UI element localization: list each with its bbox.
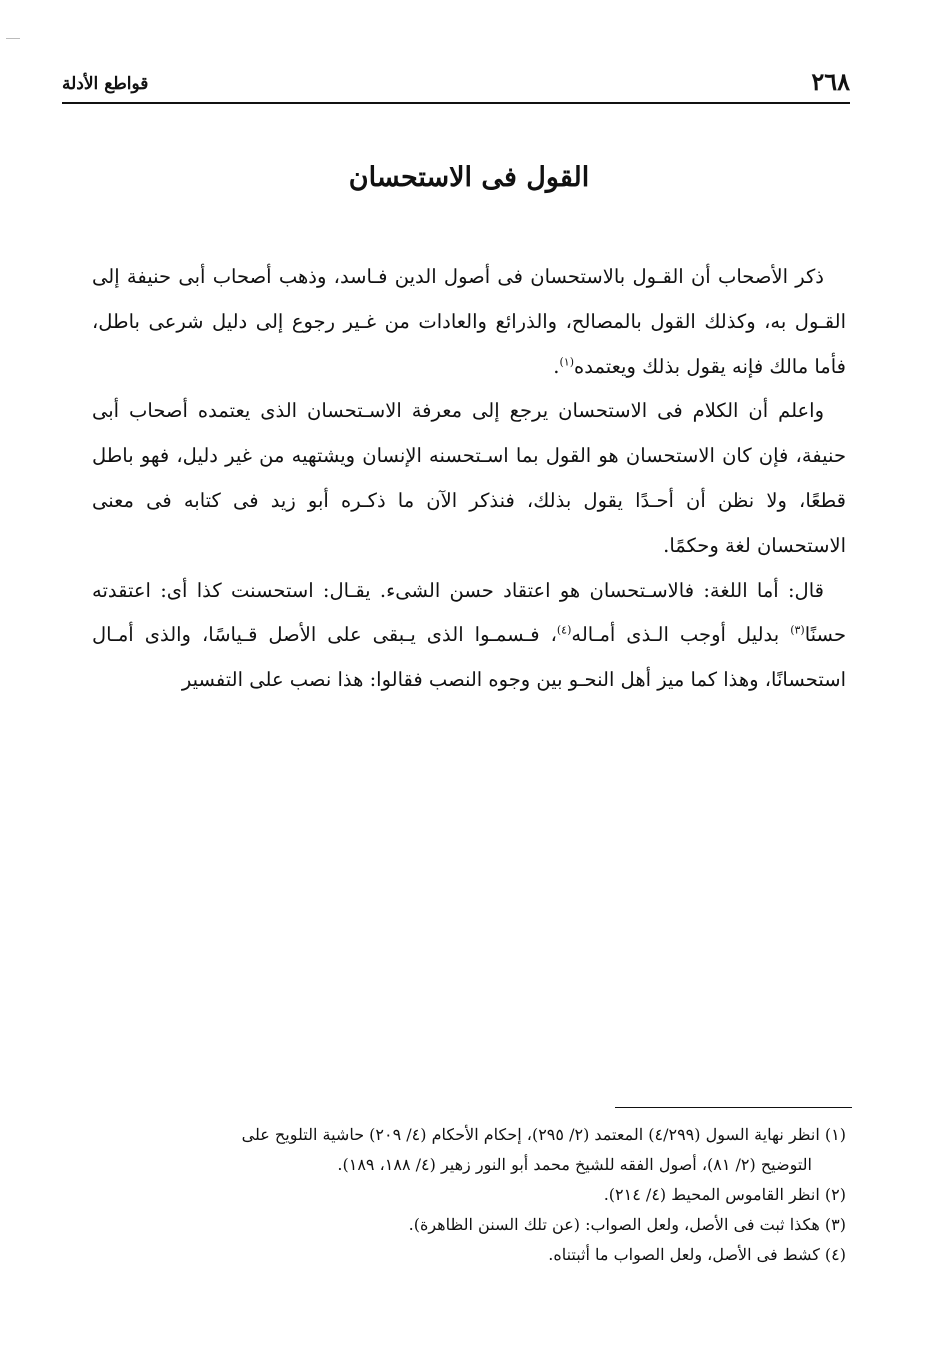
footnote-ref[interactable]: (١) bbox=[559, 355, 575, 369]
paragraph-text: قال: أما اللغة: فالاسـتحسان هو اعتقاد حسن الشىء. يقـال: استحسنت كذا أى: اعتقدته حسنًا bbox=[92, 578, 846, 647]
running-title: قواطع الأدلة bbox=[62, 74, 149, 94]
main-text bbox=[92, 255, 846, 703]
footnote-ref[interactable]: (٣) bbox=[790, 623, 805, 637]
footnote-1-continuation: التوضيح (٢/ ٨١)، أصول الفقه للشيخ محمد أبو النور زهير (٤/ ١٨٨، ١٨٩). bbox=[337, 1155, 812, 1174]
paragraph-text: . bbox=[553, 354, 560, 378]
paragraph-1 bbox=[92, 255, 846, 389]
paragraph-text: بدليل أوجب الـذى أمـاله bbox=[571, 623, 791, 647]
footnotes bbox=[96, 1120, 846, 1270]
scan-artifact bbox=[6, 38, 20, 39]
page-number: ٢٦٨ bbox=[811, 67, 850, 96]
paragraph-3 bbox=[92, 569, 846, 703]
chapter-title: القول فى الاستحسان bbox=[348, 162, 590, 193]
footnote-4: (٤) كشط فى الأصل، ولعل الصواب ما أثبتناه. bbox=[548, 1245, 846, 1264]
footnote-3: (٣) هكذا ثبت فى الأصل، ولعل الصواب: (عن تلك السنن الظاهرة). bbox=[408, 1215, 846, 1234]
paragraph-text: ذكر الأصحاب أن القـول بالاستحسان فى أصول الدين فـاسد، وذهب أصحاب أبى حنيفة إلى القـول به، وكذلك القول بالمصالح، والذرائع والعادات من غـير رجوع إلى دليل شرعى باطل، فأما مالك فإنه يقول بذلك ويعتمده bbox=[92, 265, 846, 378]
footnote-2: (٢) انظر القاموس المحيط (٤/ ٢١٤). bbox=[603, 1185, 846, 1204]
paragraph-text: ، فـسمـوا الذى يـبقى على الأصل قـياسًا، والذى أمـال استحسانًا، وهذا كما ميز أهل النحـو بين وجوه النصب فقالوا: هذا نصب على التفسير bbox=[92, 623, 846, 692]
paragraph-text: واعلم أن الكلام فى الاستحسان يرجع إلى معرفة الاسـتحسان الذى يعتمده أصحاب أبى حنيفة، فإن كان الاستحسان هو القول بما اسـتحسنه الإنسان ويشتهيه من غير دليل، فهو باطل قطعًا، ولا نظن أن أحـدًا يقول بذلك، فنذكر الآن ما ذكـره أبو زيد فى كتابه فى معنى الاستحسان لغة وحكمًا. bbox=[92, 399, 846, 557]
page-header bbox=[62, 62, 850, 104]
footnote-divider bbox=[615, 1107, 852, 1108]
footnote-ref[interactable]: (٤) bbox=[556, 623, 572, 637]
paragraph-2 bbox=[92, 389, 846, 568]
footnote-1: (١) انظر نهاية السول (٤/٢٩٩) المعتمد (٢/ ٢٩٥)، إحكام الأحكام (٤/ ٢٠٩) حاشية التلويح على bbox=[241, 1125, 846, 1144]
